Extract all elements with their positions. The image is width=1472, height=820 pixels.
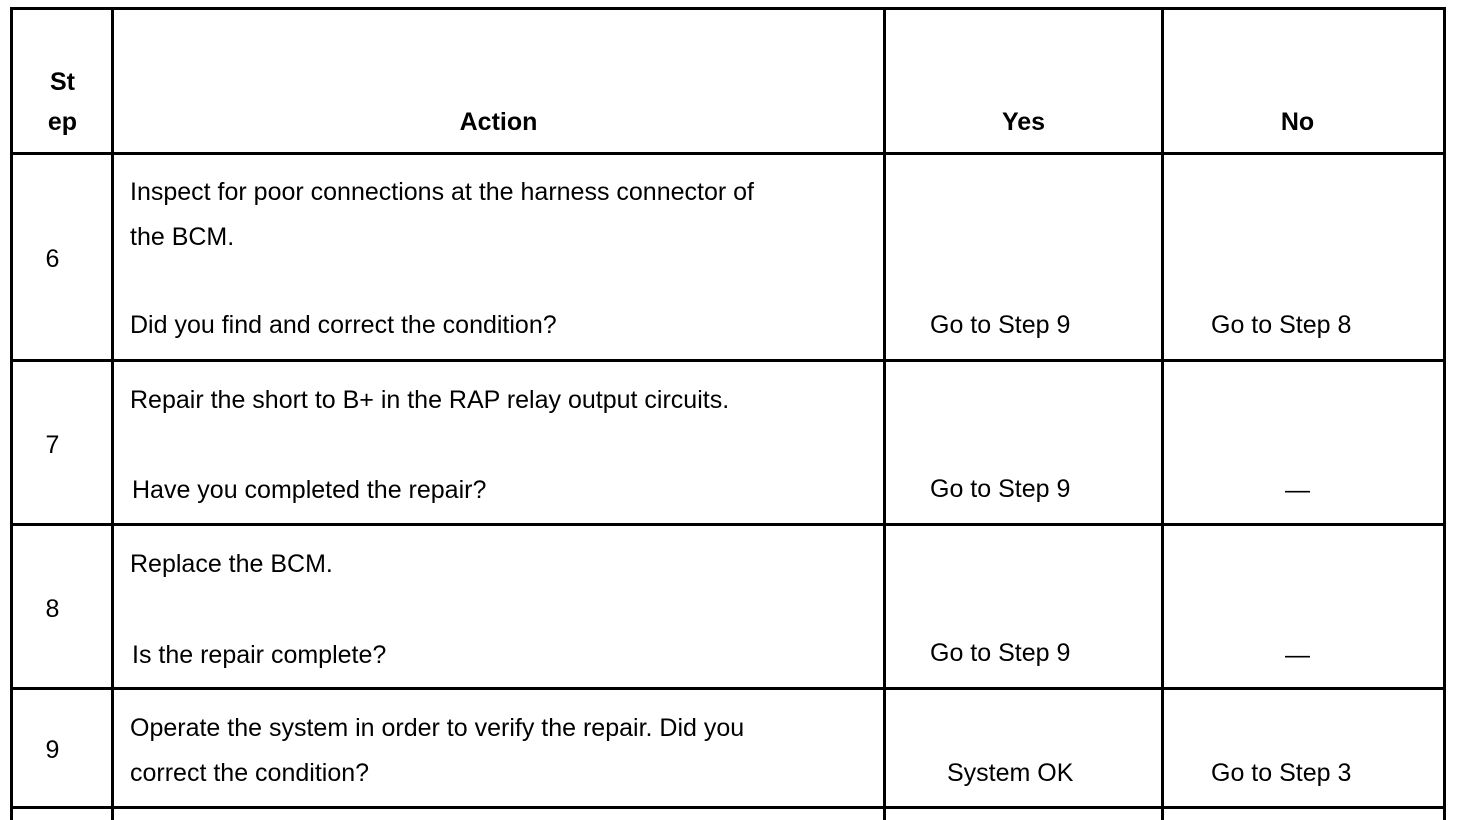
- row-divider-7: [10, 523, 1446, 526]
- header-step-line1: St: [50, 68, 75, 96]
- action-text: Replace the BCM.: [130, 550, 333, 578]
- step-number: 8: [45, 595, 60, 623]
- yes-result: Go to Step 9: [930, 475, 1071, 503]
- no-result: —: [1285, 476, 1310, 504]
- header-action: Action: [459, 108, 538, 136]
- yes-result: Go to Step 9: [930, 311, 1071, 339]
- step-number: 9: [45, 736, 60, 764]
- action-text: Operate the system in order to verify the repair. Did you: [130, 714, 745, 742]
- row-divider-6: [10, 359, 1446, 362]
- row-divider-8: [10, 687, 1446, 690]
- yes-result: System OK: [947, 759, 1074, 787]
- header-yes: Yes: [1001, 108, 1046, 136]
- step-number: 7: [45, 431, 60, 459]
- action-text: Inspect for poor connections at the harness connector of: [130, 178, 754, 206]
- no-result: —: [1285, 641, 1310, 669]
- question-text: Is the repair complete?: [132, 641, 387, 669]
- no-result: Go to Step 3: [1211, 759, 1352, 787]
- question-text: Have you completed the repair?: [132, 476, 487, 504]
- header-step-line2: ep: [47, 108, 78, 136]
- action-text: the BCM.: [130, 223, 235, 251]
- question-text: Did you find and correct the condition?: [130, 311, 557, 339]
- action-text: correct the condition?: [130, 759, 370, 787]
- action-text: Repair the short to B+ in the RAP relay output circuits.: [130, 386, 730, 414]
- row-divider-9: [10, 806, 1446, 809]
- row-divider-header: [10, 152, 1446, 155]
- step-number: 6: [45, 245, 60, 273]
- yes-result: Go to Step 9: [930, 639, 1071, 667]
- header-no: No: [1280, 108, 1315, 136]
- no-result: Go to Step 8: [1211, 311, 1352, 339]
